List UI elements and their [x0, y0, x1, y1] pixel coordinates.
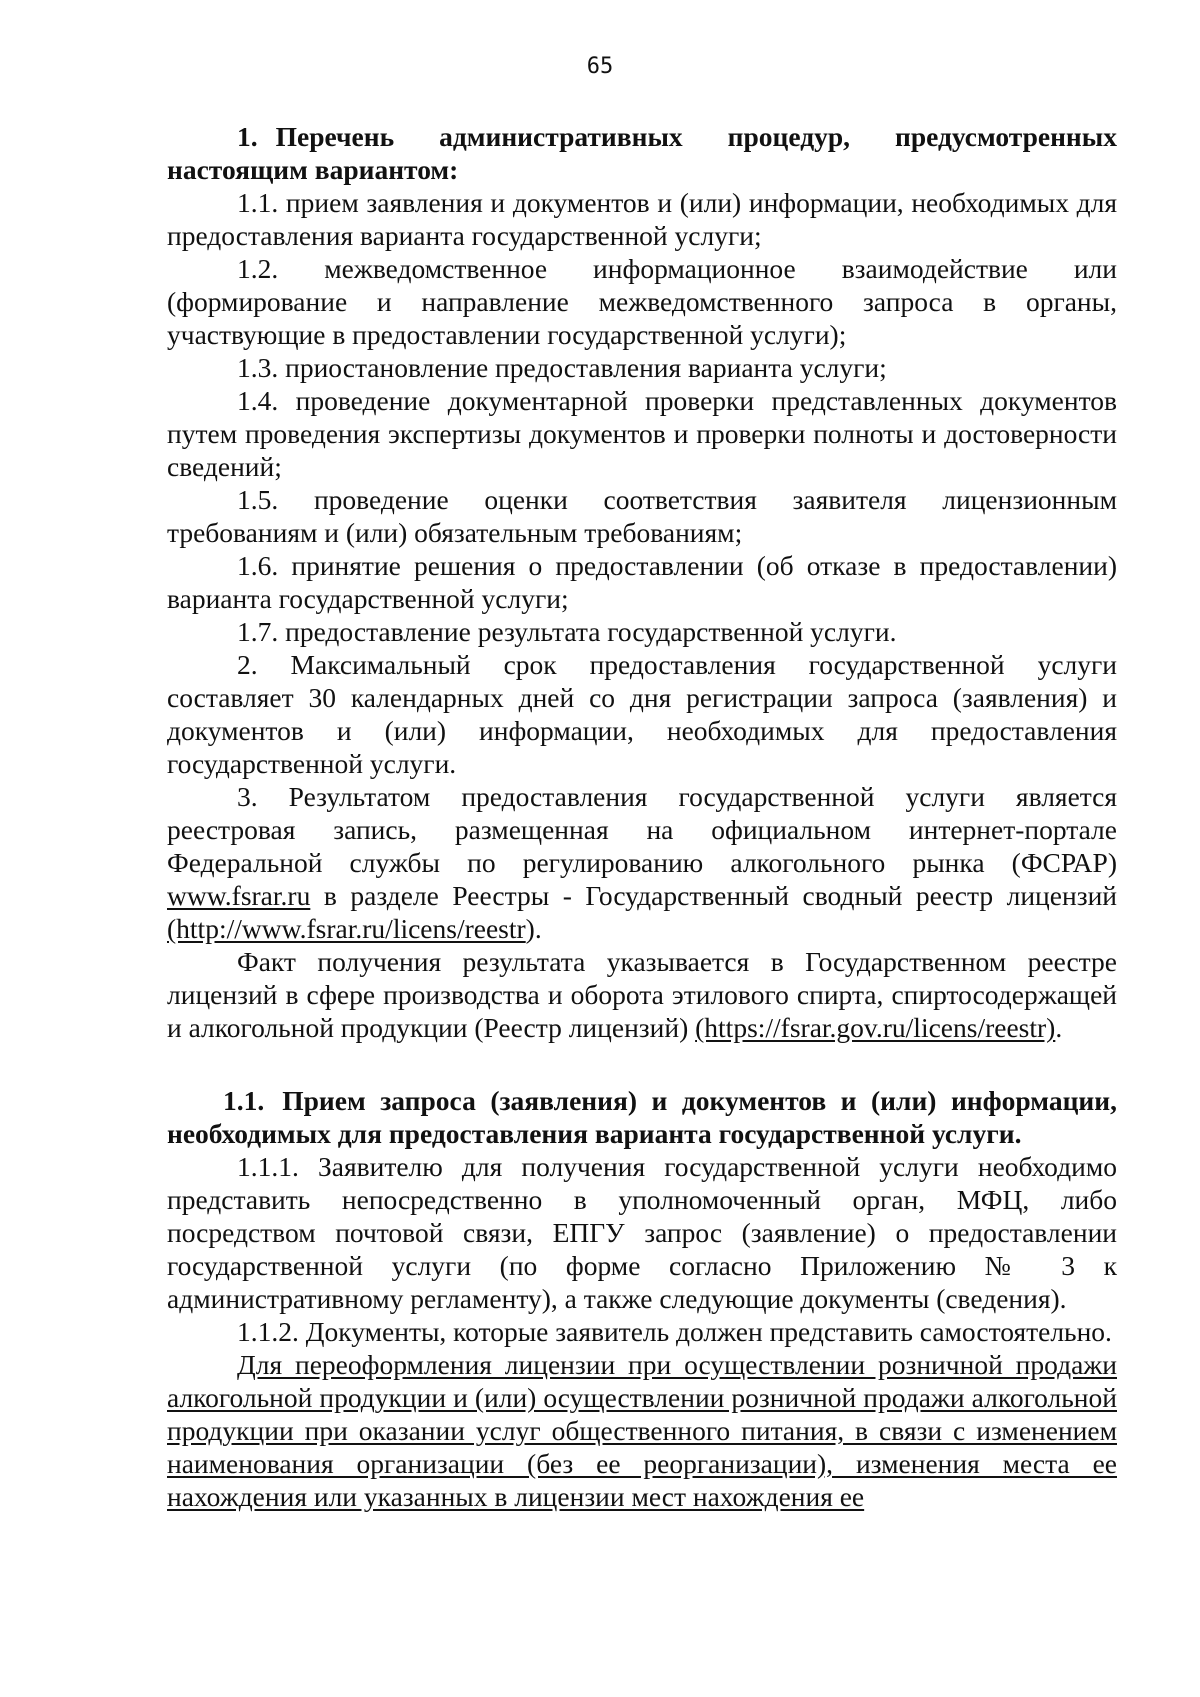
list-item-1-2: 1.2. межведомственное информационное взаимодействие или (формирование и направление межведомственного запроса в органы, участвующие в предоставлении государственной услуги); — [167, 253, 1117, 350]
paragraph-underlined: Для переоформления лицензии при осуществлении розничной продажи алкогольной продукции и (или) осуществлении розничной продажи алкогольной продукции при оказании услуг общественного питания, в связи с изменением наименования организации (без ее реорганизации), изменения места ее нахождения или указанных в лицензии мест нахождения ее — [167, 1349, 1117, 1512]
section-heading-1-1 — [167, 1084, 1117, 1150]
paragraph-3-middle: в разделе Реестры - Государственный сводный реестр лицензий — [310, 880, 1117, 911]
list-item-1-1: 1.1. прием заявления и документов и (или) информации, необходимых для предоставления варианта государственной услуги; — [167, 187, 1117, 251]
fsrar-link[interactable]: www.fsrar.ru — [167, 880, 311, 911]
paragraph-1-1-2: 1.1.2. Документы, которые заявитель должен представить самостоятельно. — [237, 1316, 1112, 1347]
section-heading-text: Перечень административных процедур, предусмотренных настоящим вариантом: — [167, 121, 1117, 185]
paragraph-fact-text: Факт получения результата указывается в Государственном реестре лицензий в сфере производства и оборота этилового спирта, спиртосодержащей и алкогольной продукции (Реестр лицензий) — [167, 946, 1117, 1043]
section-heading-text: Прием запроса (заявления) и документов и (или) информации, необходимых для предоставления варианта государственной услуги. — [167, 1085, 1117, 1149]
paragraph-3-text: 3. Результатом предоставления государственной услуги является реестровая запись, размещенная на официальном интернет-портале Федеральной службы по регулированию алкогольного рынка (ФСРАР) — [167, 781, 1117, 878]
paragraph-2-max-term: 2. Максимальный срок предоставления государственной услуги составляет 30 календарных дней со дня регистрации запроса (заявления) и документов и (или) информации, необходимых для предоставления государственной услуги. — [167, 649, 1117, 779]
paragraph-3-end: ). — [525, 913, 542, 944]
list-item-1-3: 1.3. приостановление предоставления варианта услуги; — [237, 352, 887, 383]
paragraph-1-1-1: 1.1.1. Заявителю для получения государственной услуги необходимо представить непосредственно в уполномоченный орган, МФЦ, либо посредством почтовой связи, ЕПГУ запрос (заявление) о предоставлении государственной услуги (по форме согласно Приложению № 3 к административному регламенту), а также следующие документы (сведения). — [167, 1151, 1117, 1314]
page-number: 65 — [586, 54, 614, 79]
document-body — [167, 120, 1117, 1513]
section-heading-number: 1. — [237, 121, 258, 152]
list-item-1-7: 1.7. предоставление результата государственной услуги. — [237, 616, 897, 647]
reestr-link[interactable]: (http://www.fsrar.ru/licens/reestr — [167, 913, 526, 944]
section-heading-number: 1.1. — [223, 1085, 265, 1116]
section-heading-1 — [167, 120, 1117, 186]
paragraph-fact — [167, 945, 1117, 1044]
list-item-1-5: 1.5. проведение оценки соответствия заявителя лицензионным требованиям и (или) обязательным требованиям; — [167, 484, 1117, 548]
paragraph-3-result — [167, 780, 1117, 945]
list-item-1-4: 1.4. проведение документарной проверки представленных документов путем проведения экспертизы документов и проверки полноты и достоверности сведений; — [167, 385, 1117, 482]
gov-reestr-link[interactable]: (https://fsrar.gov.ru/licens/reestr) — [695, 1012, 1056, 1043]
paragraph-fact-end: . — [1055, 1012, 1063, 1043]
list-item-1-6: 1.6. принятие решения о предоставлении (об отказе в предоставлении) варианта государственной услуги; — [167, 550, 1117, 614]
